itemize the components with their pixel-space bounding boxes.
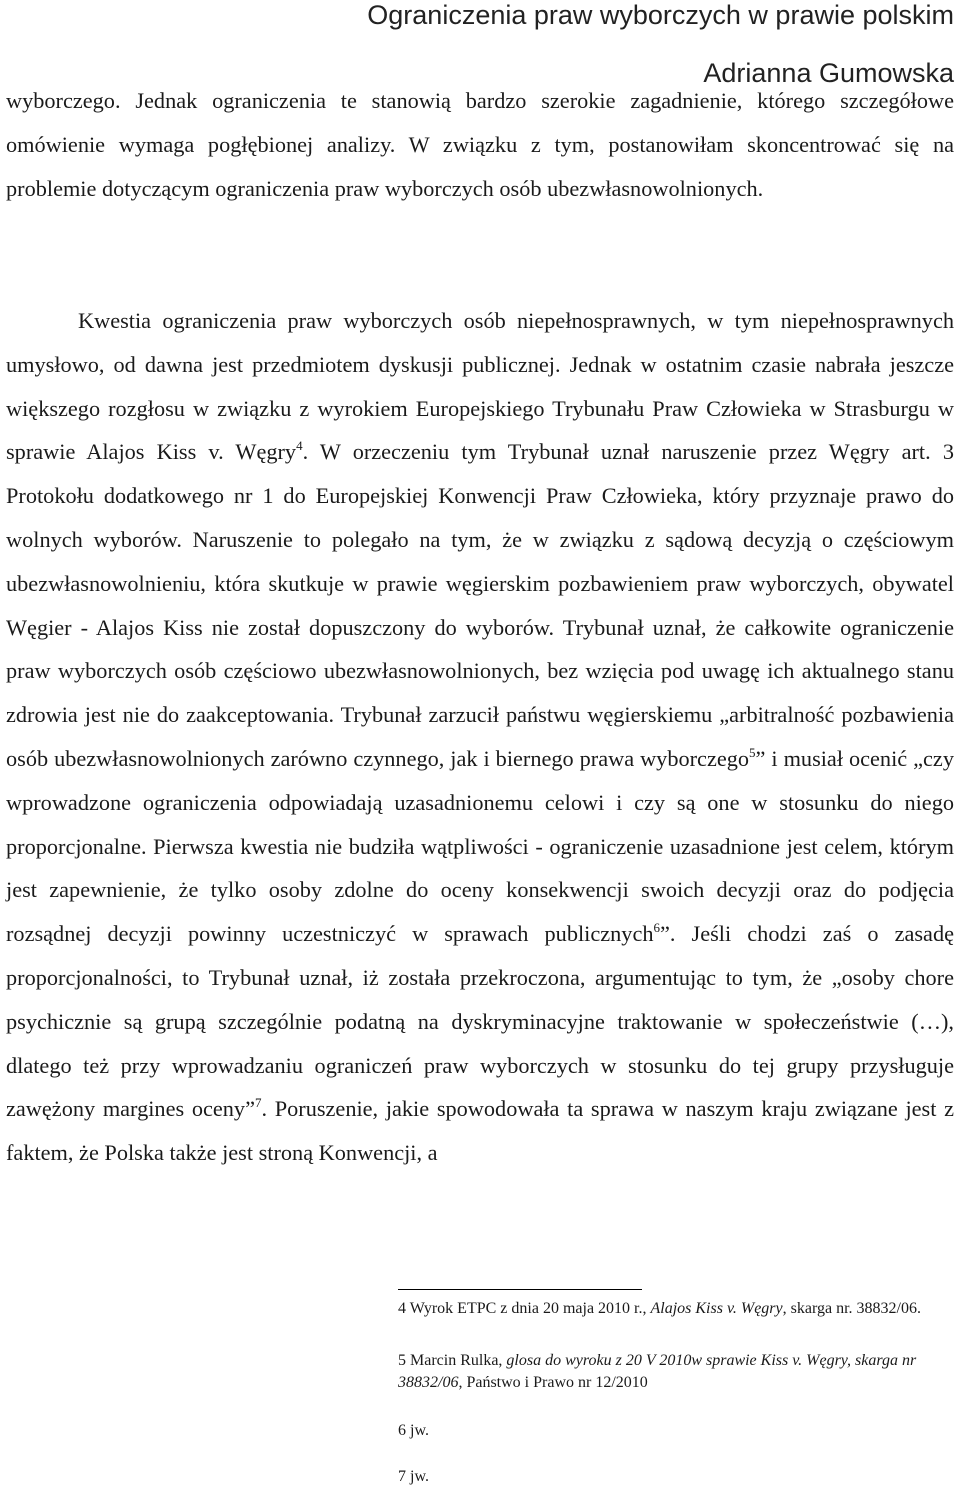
footnote-4 bbox=[398, 1298, 948, 1320]
running-header-author: Adrianna Gumowska bbox=[703, 58, 954, 88]
footnote-text: 5 Marcin Rulka, bbox=[398, 1352, 507, 1369]
running-header-title: Ograniczenia praw wyborczych w prawie polskim bbox=[367, 0, 954, 30]
footnote-case-name: Alajos Kiss v. Węgry bbox=[650, 1300, 783, 1317]
body-paragraph-1: wyborczego. Jednak ograniczenia te stanowią bardzo szerokie zagadnienie, którego szczegółowe omówienie wymaga pogłębionej analizy. W związku z tym, postanowiłam skoncentrować się na problemie dotyczącym ograniczenia praw wyborczych osób ubezwłasnowolnionych. bbox=[6, 88, 954, 201]
footnote-ref-6: 6 bbox=[653, 920, 660, 936]
footnote-text: 4 Wyrok ETPC z dnia 20 maja 2010 r., bbox=[398, 1300, 651, 1317]
paragraph-text: . Poruszenie, jakie spowodowała ta sprawa w naszym kraju związane jest z faktem, że Polska także jest stroną Konwencji, a bbox=[6, 1096, 954, 1166]
paragraph-text: Kwestia ograniczenia praw wyborczych osób niepełnosprawnych, w tym niepełnosprawnych umysłowo, od dawna jest przedmiotem dyskusji publicznej. Jednak w ostatnim czasie nabrała jeszcze większego rozgłosu w związku z wyrokiem Europejskiego Trybunału Praw Człowieka w Strasburgu w sprawie Alajos Kiss v. Węgry bbox=[6, 308, 954, 465]
footnote-text: , skarga nr. 38832/06. bbox=[782, 1300, 921, 1317]
footnote-citation-title: glosa do wyroku z 20 V 2010w sprawie Kiss v. Węgry, skarga nr 38832/06 bbox=[398, 1352, 917, 1391]
footnote-ref-7: 7 bbox=[254, 1095, 262, 1111]
footnote-ref-4: 4 bbox=[296, 438, 303, 454]
paragraph-text: ” i musiał ocenić „czy wprowadzone ograniczenia odpowiadają uzasadnionemu celowi i czy są one w stosunku do niego proporcjonalne. Pierwsza kwestia nie budziła wątpliwości - ograniczenie uzasadnione jest celem, którym jest zapewnienie, że tylko osoby zdolne do oceny konsekwencji swoich decyzji oraz do podjęcia rozsądnej decyzji powinny uczestniczyć w sprawach publicznych bbox=[6, 745, 954, 947]
body-paragraph-2 bbox=[6, 299, 954, 1175]
footnote-ref-5: 5 bbox=[749, 744, 756, 760]
footnote-text: , Państwo i Prawo nr 12/2010 bbox=[458, 1374, 648, 1391]
paragraph-text: . W orzeczeniu tym Trybunał uznał naruszenie przez Węgry art. 3 Protokołu dodatkowego nr 1 do Europejskiej Konwencji Praw Człowieka, który przyznaje prawo do wolnych wyborów. Naruszenie to polegało na tym, że w związku z sądową decyzją o częściowym ubezwłasnowolnieniu, która skutkuje w prawie węgierskim pozbawieniem praw wyborczych, obywatel Węgier - Alajos Kiss nie został dopuszczony do wyborów. Trybunał uznał, że całkowite ograniczenie praw wyborczych osób częściowo ubezwłasnowolnionych, bez wzięcia pod uwagę ich aktualnego stanu zdrowia jest nie do zaakceptowania. Trybunał zarzucił państwu węgierskiemu „arbitralność pozbawienia osób ubezwłasnowolnionych zarówno czynnego, jak i biernego prawa wyborczego bbox=[6, 439, 954, 771]
footnote-6: 6 jw. bbox=[398, 1422, 429, 1439]
footnote-7: 7 jw. bbox=[398, 1468, 429, 1485]
paragraph-text: ”. Jeśli chodzi zaś o zasadę proporcjonalności, to Trybunał uznał, iż została przekroczona, argumentując to tym, że „osoby chore psychicznie są grupą szczególnie podatną na dyskryminacyjne traktowanie w społeczeństwie (…), dlatego też przy wprowadzaniu ograniczeń praw wyborczych w stosunku do tej grupy przysługuje zawężony margines oceny” bbox=[6, 921, 954, 1122]
footnote-5 bbox=[398, 1350, 948, 1394]
footnote-separator bbox=[398, 1289, 642, 1290]
